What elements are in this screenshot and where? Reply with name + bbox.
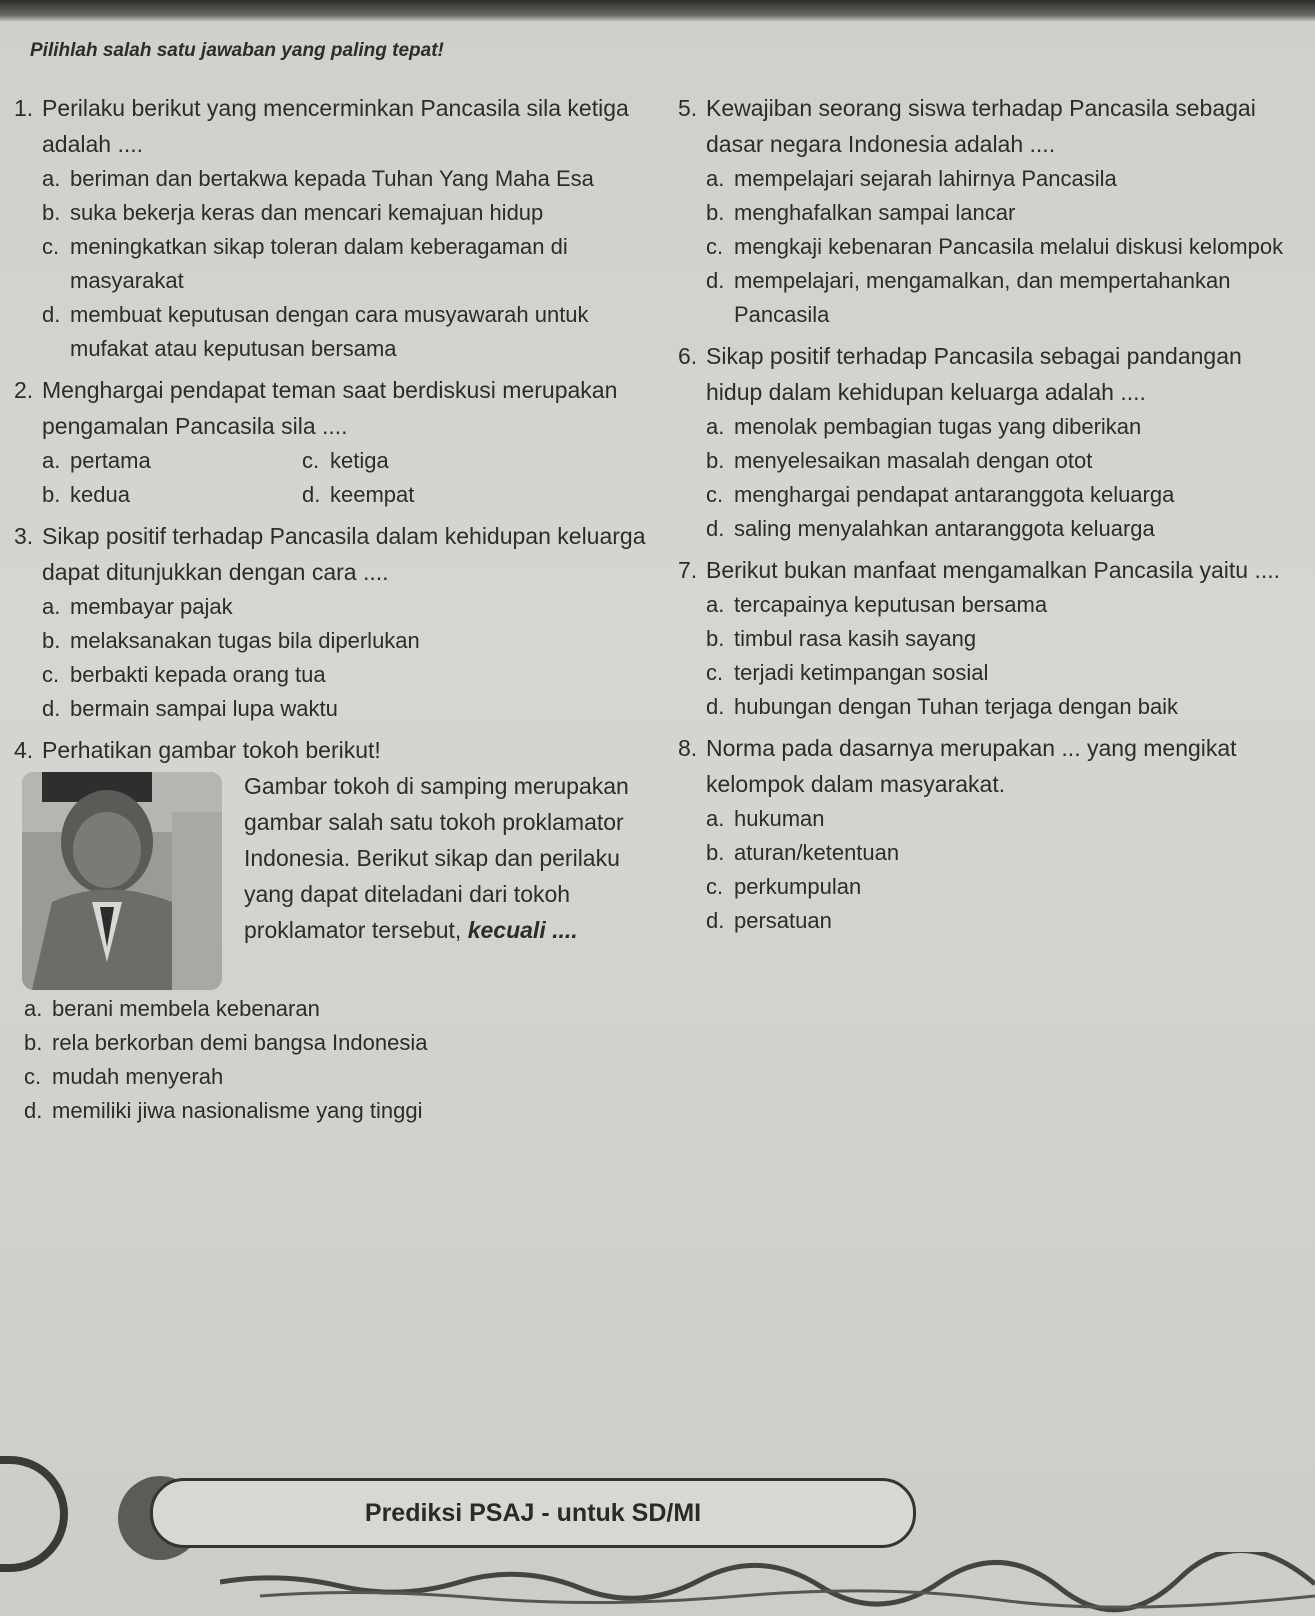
question-number: 7. <box>678 557 698 583</box>
question-text: Kewajiban seorang siswa terhadap Pancasila sebagai dasar negara Indonesia adalah .... <box>706 95 1256 157</box>
question-number: 8. <box>678 735 698 761</box>
option-a[interactable] <box>24 992 654 1026</box>
option-letter: a. <box>24 996 43 1021</box>
option-letter: d. <box>706 908 725 933</box>
option-letter: b. <box>706 840 725 865</box>
option-letter: d. <box>302 482 321 507</box>
option-text: membayar pajak <box>70 594 233 619</box>
option-letter: c. <box>42 234 60 259</box>
option-c[interactable] <box>24 1060 654 1094</box>
question-2 <box>14 372 654 512</box>
option-text: aturan/ketentuan <box>734 840 900 865</box>
question-8 <box>678 730 1303 938</box>
option-d[interactable] <box>42 298 654 366</box>
option-text: membuat keputusan dengan cara musyawarah untuk mufakat atau keputusan bersama <box>70 302 589 361</box>
footer-banner-text: Prediksi PSAJ - untuk SD/MI <box>364 1498 702 1527</box>
option-letter: a. <box>706 166 725 191</box>
option-a[interactable] <box>706 588 1303 622</box>
option-d[interactable] <box>706 264 1303 332</box>
option-letter: b. <box>42 200 61 225</box>
option-text: persatuan <box>734 908 832 933</box>
page-top-edge <box>0 0 1315 22</box>
option-text: hubungan dengan Tuhan terjaga dengan baik <box>734 694 1179 719</box>
option-text: saling menyalahkan antaranggota keluarga <box>734 516 1155 541</box>
option-text: mempelajari, mengamalkan, dan mempertahankan Pancasila <box>734 268 1231 327</box>
option-b[interactable] <box>706 836 1303 870</box>
option-letter: a. <box>706 592 725 617</box>
option-letter: c. <box>706 234 724 259</box>
option-letter: d. <box>24 1098 43 1123</box>
option-b[interactable] <box>42 624 654 658</box>
option-text: kedua <box>70 482 130 507</box>
option-text: mempelajari sejarah lahirnya Pancasila <box>734 166 1117 191</box>
option-letter: c. <box>24 1064 42 1089</box>
decorative-scribble-icon <box>220 1552 1315 1616</box>
option-d[interactable] <box>706 904 1303 938</box>
option-c[interactable] <box>42 230 654 298</box>
left-column <box>14 90 654 1134</box>
option-text: terjadi ketimpangan sosial <box>734 660 989 685</box>
right-column <box>678 90 1303 944</box>
question-number: 5. <box>678 95 698 121</box>
option-letter: a. <box>706 806 725 831</box>
option-text: timbul rasa kasih sayang <box>734 626 977 651</box>
question-1 <box>14 90 654 366</box>
option-c[interactable] <box>706 656 1303 690</box>
option-text: menyelesaikan masalah dengan otot <box>734 448 1093 473</box>
option-text: perkumpulan <box>734 874 862 899</box>
question-number: 1. <box>14 95 34 121</box>
option-d[interactable] <box>302 478 562 512</box>
question-text: Norma pada dasarnya merupakan ... yang mengikat kelompok dalam masyarakat. <box>706 735 1237 797</box>
question-description: Gambar tokoh di samping merupakan gambar salah satu tokoh proklamator Indonesia. Berikut sikap dan perilaku yang dapat diteladani dari tokoh proklamator tersebut, <box>244 773 629 943</box>
option-letter: a. <box>42 448 61 473</box>
option-b[interactable] <box>706 196 1303 230</box>
option-a[interactable] <box>42 444 302 478</box>
option-c[interactable] <box>706 230 1303 264</box>
question-text: Menghargai pendapat teman saat berdiskusi merupakan pengamalan Pancasila sila .... <box>42 377 618 439</box>
option-b[interactable] <box>42 196 654 230</box>
question-number: 6. <box>678 343 698 369</box>
question-text: Berikut bukan manfaat mengamalkan Pancasila yaitu .... <box>706 557 1281 583</box>
option-b[interactable] <box>706 444 1303 478</box>
option-text: rela berkorban demi bangsa Indonesia <box>52 1030 428 1055</box>
option-letter: d. <box>706 694 725 719</box>
question-kecuali: kecuali .... <box>467 917 578 943</box>
question-text: Sikap positif terhadap Pancasila sebagai pandangan hidup dalam kehidupan keluarga adalah .... <box>706 343 1242 405</box>
option-letter: d. <box>42 302 61 327</box>
option-letter: c. <box>302 448 320 473</box>
option-letter: b. <box>706 448 725 473</box>
option-a[interactable] <box>42 162 654 196</box>
option-text: keempat <box>330 482 415 507</box>
option-letter: c. <box>706 660 724 685</box>
question-number: 3. <box>14 523 34 549</box>
option-b[interactable] <box>42 478 302 512</box>
option-text: ketiga <box>330 448 389 473</box>
question-number: 2. <box>14 377 34 403</box>
option-c[interactable] <box>302 444 562 478</box>
option-text: menolak pembagian tugas yang diberikan <box>734 414 1142 439</box>
option-text: pertama <box>70 448 151 473</box>
question-text: Perilaku berikut yang mencerminkan Pancasila sila ketiga adalah .... <box>42 95 629 157</box>
question-3 <box>14 518 654 726</box>
question-4 <box>14 732 654 1128</box>
option-text: mudah menyerah <box>52 1064 224 1089</box>
option-letter: b. <box>706 200 725 225</box>
option-c[interactable] <box>706 478 1303 512</box>
option-text: memiliki jiwa nasionalisme yang tinggi <box>52 1098 423 1123</box>
option-text: bermain sampai lupa waktu <box>70 696 338 721</box>
option-a[interactable] <box>706 802 1303 836</box>
option-text: melaksanakan tugas bila diperlukan <box>70 628 420 653</box>
option-text: meningkatkan sikap toleran dalam keberagaman di masyarakat <box>70 234 568 293</box>
option-text: hukuman <box>734 806 825 831</box>
option-text: berani membela kebenaran <box>52 996 320 1021</box>
option-a[interactable] <box>706 410 1303 444</box>
option-a[interactable] <box>706 162 1303 196</box>
footer-banner <box>150 1478 916 1548</box>
option-d[interactable] <box>42 692 654 726</box>
portrait-photo <box>22 772 222 990</box>
proclamator-portrait-icon <box>22 772 222 990</box>
option-text: suka bekerja keras dan mencari kemajuan hidup <box>70 200 544 225</box>
question-text: Perhatikan gambar tokoh berikut! <box>42 737 381 763</box>
option-letter: c. <box>706 874 724 899</box>
option-a[interactable] <box>42 590 654 624</box>
option-d[interactable] <box>706 690 1303 724</box>
option-c[interactable] <box>706 870 1303 904</box>
page-footer <box>0 1440 1315 1616</box>
option-text: tercapainya keputusan bersama <box>734 592 1048 617</box>
option-letter: b. <box>42 482 61 507</box>
question-number: 4. <box>14 737 34 763</box>
option-text: beriman dan bertakwa kepada Tuhan Yang Maha Esa <box>70 166 594 191</box>
option-letter: c. <box>42 662 60 687</box>
option-text: menghargai pendapat antaranggota keluarga <box>734 482 1175 507</box>
option-letter: a. <box>42 594 61 619</box>
option-letter: d. <box>42 696 61 721</box>
instruction-text: Pilihlah salah satu jawaban yang paling tepat! <box>30 40 444 61</box>
option-letter: b. <box>706 626 725 651</box>
option-letter: d. <box>706 516 725 541</box>
option-text: berbakti kepada orang tua <box>70 662 326 687</box>
option-letter: a. <box>706 414 725 439</box>
option-b[interactable] <box>24 1026 654 1060</box>
option-letter: b. <box>42 628 61 653</box>
option-text: menghafalkan sampai lancar <box>734 200 1016 225</box>
question-6 <box>678 338 1303 546</box>
question-7 <box>678 552 1303 724</box>
option-d[interactable] <box>706 512 1303 546</box>
option-letter: b. <box>24 1030 43 1055</box>
question-text: Sikap positif terhadap Pancasila dalam kehidupan keluarga dapat ditunjukkan dengan cara .... <box>42 523 646 585</box>
option-text: mengkaji kebenaran Pancasila melalui diskusi kelompok <box>734 234 1284 259</box>
option-letter: a. <box>42 166 61 191</box>
option-letter: c. <box>706 482 724 507</box>
question-5 <box>678 90 1303 332</box>
option-c[interactable] <box>42 658 654 692</box>
decorative-hook-icon <box>0 1456 68 1572</box>
option-letter: d. <box>706 268 725 293</box>
option-b[interactable] <box>706 622 1303 656</box>
option-d[interactable] <box>24 1094 654 1128</box>
